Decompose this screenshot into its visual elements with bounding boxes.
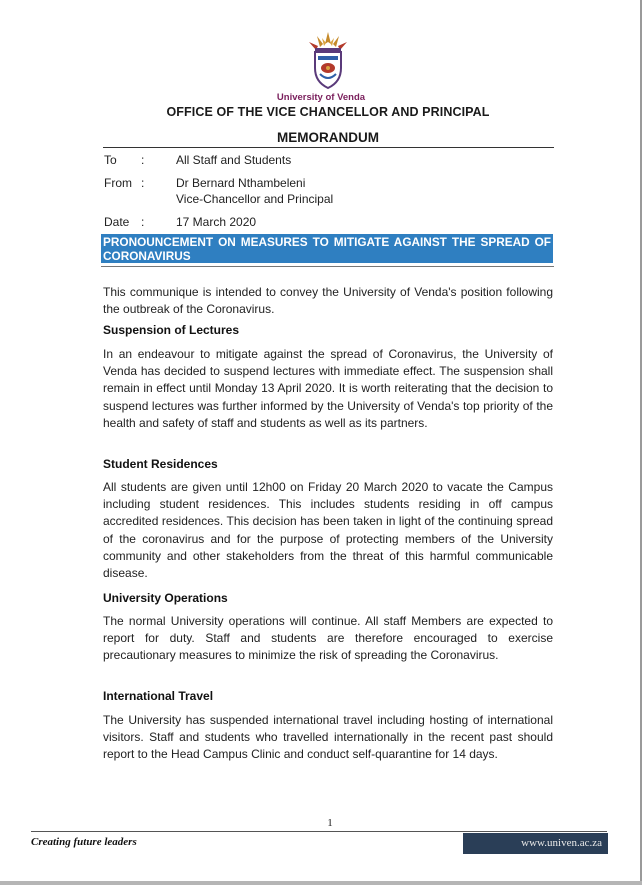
- section-heading-operations: University Operations: [103, 591, 228, 605]
- footer-divider: [31, 831, 607, 832]
- divider: [103, 147, 554, 148]
- page-number: 1: [327, 817, 333, 829]
- footer-tagline: Creating future leaders: [31, 836, 137, 848]
- section-body-operations: The normal University operations will continue. All staff Members are expected to report for duty. Staff and students are therefore encouraged to exercise precautionary measures to minimize the risk of spreading the Coronavirus.: [103, 614, 553, 663]
- section-heading-travel: International Travel: [103, 689, 214, 703]
- intro-paragraph: This communique is intended to convey the University of Venda's position following the outbreak of the Coronavirus.: [103, 285, 553, 317]
- section-heading-lectures: Suspension of Lectures: [103, 323, 240, 337]
- divider: [101, 266, 554, 267]
- section-body-residences: All students are given until 12h00 on Friday 20 March 2020 to vacate the Campus including student residences. This includes students residing in off campus accredited residences. This decision has been taken in light of the continuing spread of the coronavirus and for the purpose of protecting members of the University community and other stakeholders from the threat of this harmful communicable disease.: [103, 480, 553, 581]
- date-value: 17 March 2020: [176, 215, 257, 229]
- office-title: OFFICE OF THE VICE CHANCELLOR AND PRINCIPAL: [166, 105, 490, 119]
- date-colon: :: [141, 215, 145, 229]
- to-value: All Staff and Students: [176, 153, 292, 167]
- footer-url: www.univen.ac.za: [521, 837, 602, 849]
- section-body-lectures: In an endeavour to mitigate against the spread of Coronavirus, the University of Venda has decided to suspend lectures with immediate effect. The suspension shall remain in effect until Monday 13 April 2020. It is worth reiterating that the decision to suspend lectures was further informed by the University of Venda's top priority of the health and safety of staff and students as well as its partners.: [103, 347, 553, 430]
- from-label: From: [104, 176, 132, 190]
- section-heading-residences: Student Residences: [103, 457, 218, 471]
- page-edge: [0, 881, 642, 885]
- university-name: University of Venda: [276, 92, 366, 103]
- section-body-travel: The University has suspended international travel including hosting of international visitors. Staff and students who travelled internationally in the recent past should report to the Head Campus Clinic and conduct self-quarantine for 14 days.: [103, 713, 553, 762]
- memo-title: MEMORANDUM: [277, 130, 379, 145]
- to-colon: :: [141, 153, 145, 167]
- from-name: Dr Bernard Nthambeleni: [176, 176, 306, 190]
- from-colon: :: [141, 176, 145, 190]
- to-label: To: [104, 153, 117, 167]
- from-title: Vice-Chancellor and Principal: [176, 192, 334, 206]
- date-label: Date: [104, 215, 130, 229]
- footer-url-bar: [463, 833, 608, 854]
- subject-banner: PRONOUNCEMENT ON MEASURES TO MITIGATE AGAINST THE SPREAD OF CORONAVIRUS: [103, 235, 551, 263]
- university-crest-icon: [303, 30, 353, 92]
